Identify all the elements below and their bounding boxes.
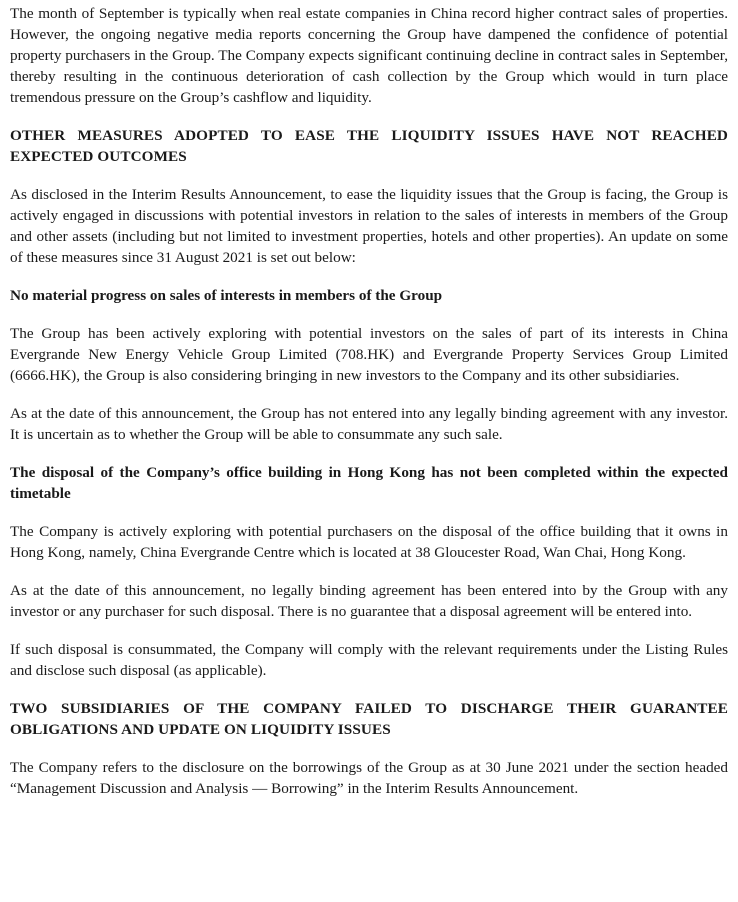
subheading-no-material-progress: No material progress on sales of interests in members of the Group — [10, 287, 443, 304]
paragraph-office-building: The Company is actively exploring with potential purchasers on the disposal of the office building that it owns in Hong Kong, namely, China Evergrande Centre which is located at 38 Gloucester Road, Wan Chai, Hong Kong. — [10, 523, 728, 561]
paragraph-consummated: If such disposal is consummated, the Company will comply with the relevant requirements under the Listing Rules and disclose such disposal (as applicable). — [10, 641, 728, 679]
paragraph-no-binding-agreement: As at the date of this announcement, no legally binding agreement has been entered into by the Group with any investor or any purchaser for such disposal. There is no guarantee that a disposal agreement will be entered into. — [10, 582, 728, 620]
section-heading-other-measures: OTHER MEASURES ADOPTED TO EASE THE LIQUIDITY ISSUES HAVE NOT REACHED EXPECTED OUTCOMES — [10, 127, 728, 165]
paragraph-interim-results: As disclosed in the Interim Results Announcement, to ease the liquidity issues that the Group is facing, the Group is actively engaged in discussions with potential investors in relation to the sales of interests in members of the Group and other assets (including but not limited to investment properties, hotels and other properties). An update on some of these measures since 31 August 2021 is set out below: — [10, 186, 728, 266]
paragraph-exploring-investors: The Group has been actively exploring with potential investors on the sales of part of its interests in China Evergrande New Energy Vehicle Group Limited (708.HK) and Evergrande Property Services Group Limited (6666.HK), the Group is also considering bringing in new investors to the Company and its other subsidiaries. — [10, 325, 728, 384]
announcement-page — [10, 3, 728, 799]
section-heading-subsidiaries: TWO SUBSIDIARIES OF THE COMPANY FAILED TO DISCHARGE THEIR GUARANTEE OBLIGATIONS AND UPDATE ON LIQUIDITY ISSUES — [10, 700, 728, 738]
paragraph-no-agreement: As at the date of this announcement, the Group has not entered into any legally binding agreement with any investor. It is uncertain as to whether the Group will be able to consummate any such sale. — [10, 405, 728, 443]
paragraph-september-sales: The month of September is typically when real estate companies in China record higher contract sales of properties. However, the ongoing negative media reports concerning the Group have dampened the confidence of potential property purchasers in the Group. The Company expects significant continuing decline in contract sales in September, thereby resulting in the continuous deterioration of cash collection by the Group which would in turn place tremendous pressure on the Group’s cashflow and liquidity. — [10, 5, 728, 106]
subheading-office-disposal: The disposal of the Company’s office building in Hong Kong has not been completed within the expected timetable — [10, 464, 728, 502]
paragraph-borrowings: The Company refers to the disclosure on the borrowings of the Group as at 30 June 2021 under the section headed “Management Discussion and Analysis — Borrowing” in the Interim Results Announcement. — [10, 759, 728, 797]
